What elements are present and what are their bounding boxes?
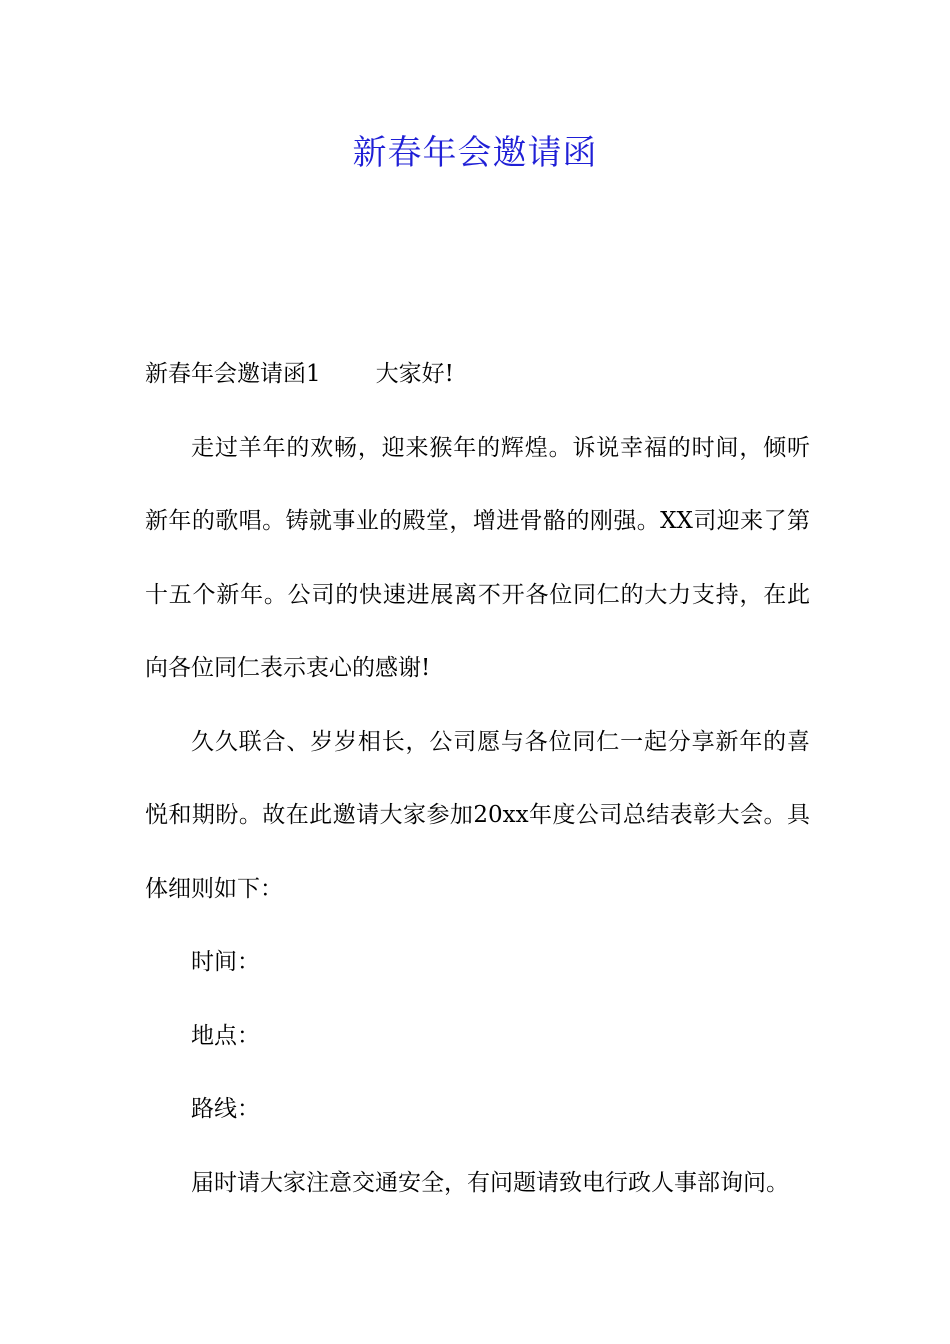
greeting: 大家好! [375, 361, 454, 387]
heading-label: 新春年会邀请函1 [145, 361, 321, 387]
detail-time: 时间： [191, 949, 260, 975]
heading-line [145, 338, 810, 412]
paragraph-1: 走过羊年的欢畅，迎来猴年的辉煌。诉说幸福的时间，倾听新年的歌唱。铸就事业的殿堂，增进骨骼的刚强。XX司迎来了第十五个新年。公司的快速进展离不开各位同仁的大力支持，在此向各位同仁表示衷心的感谢! [145, 434, 810, 681]
document-title: 新春年会邀请函 [352, 133, 598, 173]
document-body [145, 338, 810, 1220]
detail-place: 地点： [191, 1022, 260, 1049]
paragraph-2: 久久联合、岁岁相长，公司愿与各位同仁一起分享新年的喜悦和期盼。故在此邀请大家参加20xx年度公司总结表彰大会。具体细则如下： [145, 728, 810, 902]
closing-paragraph: 届时请大家注意交通安全，有问题请致电行政人事部询问。 [191, 1169, 789, 1196]
detail-route: 路线： [191, 1096, 260, 1122]
